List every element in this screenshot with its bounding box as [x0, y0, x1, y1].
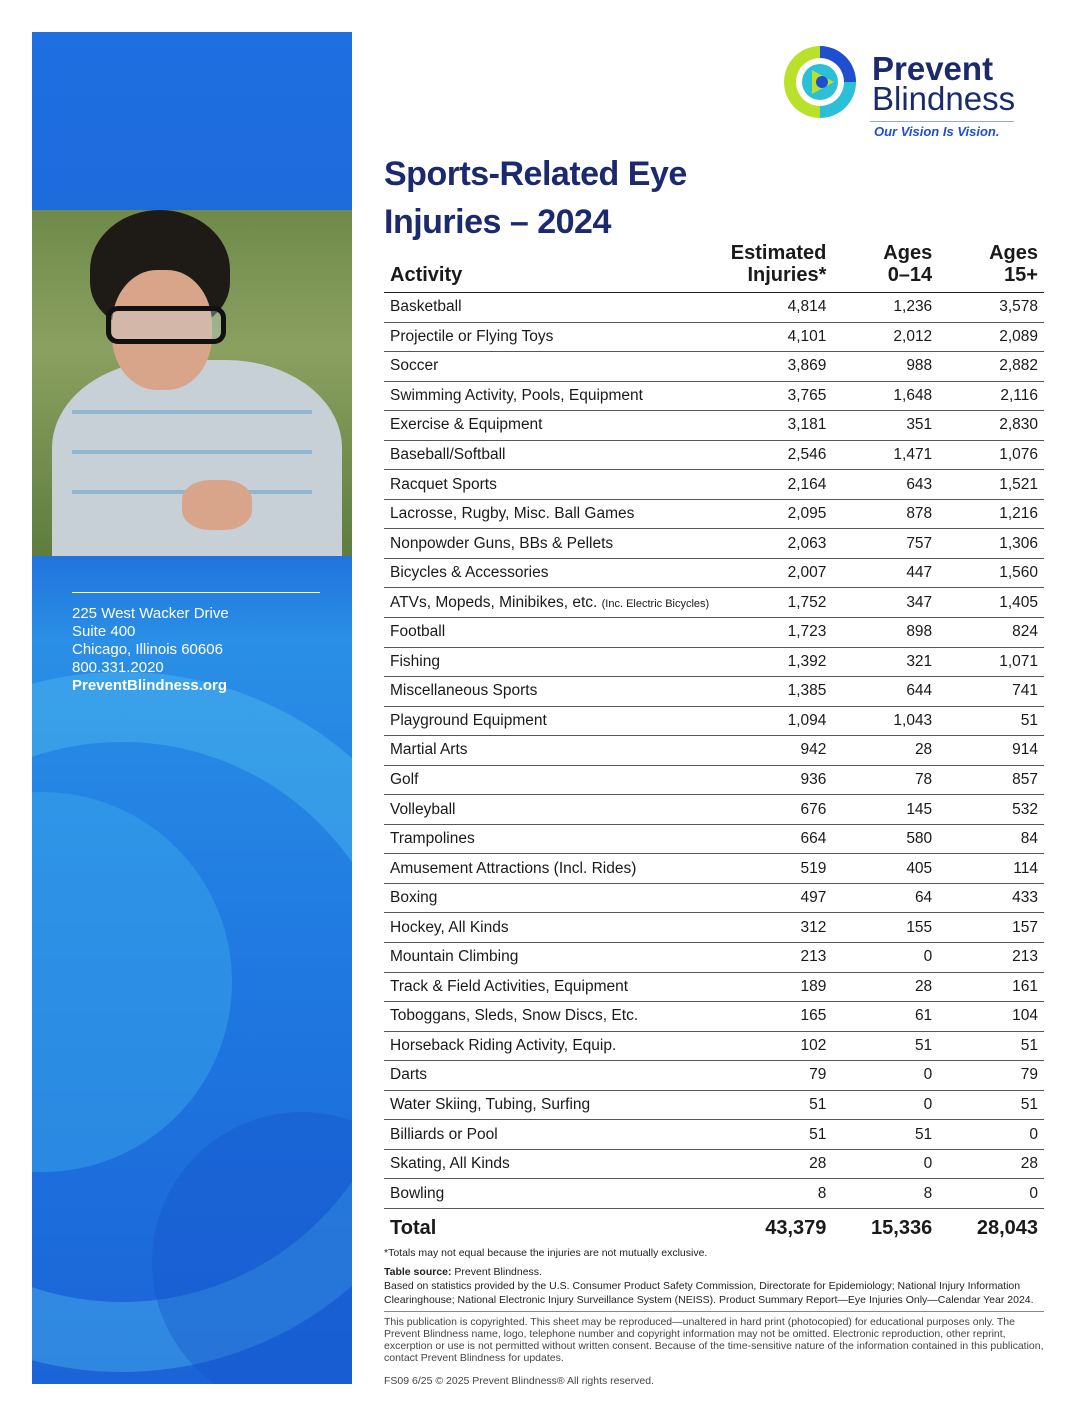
activity-note: (Inc. Electric Bicycles): [601, 597, 710, 610]
photo-shirt-stripe: [72, 450, 312, 454]
cell-activity: Baseball/Softball: [384, 440, 723, 470]
table-source-value: Prevent Blindness.: [454, 1266, 542, 1278]
header-estimated-line-2: Injuries*: [747, 264, 827, 286]
cell-ages-15-plus: 1,306: [938, 529, 1044, 559]
page-title: [384, 150, 744, 246]
cell-ages-0-14: 321: [832, 647, 938, 677]
cell-estimated-injuries: 4,101: [723, 322, 832, 352]
cell-estimated-injuries: 51: [723, 1090, 832, 1120]
cell-ages-0-14: 51: [832, 1031, 938, 1061]
cell-ages-0-14: 643: [832, 470, 938, 500]
cell-estimated-injuries: 1,723: [723, 618, 832, 648]
cell-ages-15-plus: 79: [938, 1061, 1044, 1091]
cell-ages-15-plus: 28: [938, 1149, 1044, 1179]
cell-activity: Soccer: [384, 352, 723, 382]
photo-arm: [182, 480, 252, 530]
table-row: [384, 765, 1044, 795]
total-ages-0-14: 15,336: [832, 1208, 938, 1249]
cell-ages-0-14: 1,043: [832, 706, 938, 736]
cell-estimated-injuries: 2,063: [723, 529, 832, 559]
cell-estimated-injuries: 102: [723, 1031, 832, 1061]
cell-ages-0-14: 898: [832, 618, 938, 648]
cell-ages-0-14: 0: [832, 1090, 938, 1120]
table-row: [384, 647, 1044, 677]
header-estimated-line-1: Estimated: [730, 242, 827, 264]
cell-estimated-injuries: 8: [723, 1179, 832, 1209]
table-row: [384, 972, 1044, 1002]
cell-activity: Boxing: [384, 883, 723, 913]
cell-estimated-injuries: 51: [723, 1120, 832, 1150]
logo-tagline: Our Vision Is Vision.: [874, 124, 1000, 139]
cell-estimated-injuries: 3,869: [723, 352, 832, 382]
cell-estimated-injuries: 3,181: [723, 411, 832, 441]
table-row: [384, 736, 1044, 766]
table-source-label: Table source:: [384, 1266, 452, 1278]
cell-activity: Horseback Riding Activity, Equip.: [384, 1031, 723, 1061]
cell-ages-15-plus: 157: [938, 913, 1044, 943]
cell-ages-15-plus: 2,089: [938, 322, 1044, 352]
cell-ages-15-plus: 1,560: [938, 558, 1044, 588]
table-row: [384, 529, 1044, 559]
table-row: [384, 1002, 1044, 1032]
cell-ages-15-plus: 0: [938, 1179, 1044, 1209]
table-row: [384, 411, 1044, 441]
cell-activity: Darts: [384, 1061, 723, 1091]
table-row: [384, 322, 1044, 352]
cell-estimated-injuries: 519: [723, 854, 832, 884]
address-line-2: Suite 400: [72, 623, 136, 640]
cell-ages-15-plus: 1,071: [938, 647, 1044, 677]
table-header-row: [384, 238, 1044, 293]
contact-block: [72, 592, 320, 695]
cell-activity: Toboggans, Sleds, Snow Discs, Etc.: [384, 1002, 723, 1032]
cell-activity: Playground Equipment: [384, 706, 723, 736]
total-estimated: 43,379: [723, 1208, 832, 1249]
table-row: [384, 470, 1044, 500]
logo-name-line-1: Prevent: [872, 50, 994, 87]
table-row: [384, 293, 1044, 323]
cell-ages-15-plus: 84: [938, 824, 1044, 854]
cell-estimated-injuries: 312: [723, 913, 832, 943]
cell-ages-15-plus: 2,116: [938, 381, 1044, 411]
page-title-line-1: Sports-Related Eye: [384, 155, 687, 193]
cell-ages-0-14: 580: [832, 824, 938, 854]
cell-ages-15-plus: 51: [938, 1031, 1044, 1061]
table-row: [384, 381, 1044, 411]
cell-ages-15-plus: 1,076: [938, 440, 1044, 470]
cell-ages-0-14: 0: [832, 1149, 938, 1179]
cell-activity: Hockey, All Kinds: [384, 913, 723, 943]
table-row: [384, 854, 1044, 884]
cell-activity: Water Skiing, Tubing, Surfing: [384, 1090, 723, 1120]
photo-shirt-stripe: [72, 410, 312, 414]
table-row: [384, 824, 1044, 854]
header-activity: Activity: [384, 238, 723, 293]
cell-activity: Basketball: [384, 293, 723, 323]
cell-ages-0-14: 1,471: [832, 440, 938, 470]
cell-ages-0-14: 51: [832, 1120, 938, 1150]
total-label: Total: [384, 1208, 723, 1249]
cell-ages-0-14: 347: [832, 588, 938, 618]
cell-ages-15-plus: 1,521: [938, 470, 1044, 500]
cell-ages-0-14: 351: [832, 411, 938, 441]
table-source: [384, 1265, 1044, 1279]
cell-estimated-injuries: 4,814: [723, 293, 832, 323]
table-row: [384, 352, 1044, 382]
header-ages-young-line-2: 0–14: [887, 264, 933, 286]
cell-ages-15-plus: 914: [938, 736, 1044, 766]
injuries-table: [384, 238, 1044, 1249]
cell-estimated-injuries: 1,752: [723, 588, 832, 618]
cell-ages-15-plus: 0: [938, 1120, 1044, 1150]
table-row: [384, 588, 1044, 618]
cell-estimated-injuries: 2,095: [723, 499, 832, 529]
cell-ages-0-14: 878: [832, 499, 938, 529]
cell-ages-15-plus: 824: [938, 618, 1044, 648]
cell-ages-0-14: 155: [832, 913, 938, 943]
cell-ages-15-plus: 2,830: [938, 411, 1044, 441]
cell-estimated-injuries: 2,007: [723, 558, 832, 588]
cell-ages-15-plus: 213: [938, 943, 1044, 973]
cell-estimated-injuries: 1,392: [723, 647, 832, 677]
header-ages-15-plus: [938, 238, 1044, 293]
cell-estimated-injuries: 28: [723, 1149, 832, 1179]
cell-activity: Fishing: [384, 647, 723, 677]
cell-activity: Football: [384, 618, 723, 648]
cell-ages-15-plus: 3,578: [938, 293, 1044, 323]
eye-logo-icon: [782, 44, 858, 120]
table-row: [384, 1120, 1044, 1150]
activity-label: ATVs, Mopeds, Minibikes, etc.: [390, 593, 598, 611]
header-estimated-injuries: [723, 238, 832, 293]
cell-ages-15-plus: 741: [938, 677, 1044, 707]
cell-activity: Swimming Activity, Pools, Equipment: [384, 381, 723, 411]
logo-divider: [870, 121, 1014, 122]
table-body: [384, 293, 1044, 1209]
table-row: [384, 795, 1044, 825]
cell-activity: Golf: [384, 765, 723, 795]
table-row: [384, 1061, 1044, 1091]
cell-ages-15-plus: 1,216: [938, 499, 1044, 529]
table-row: [384, 943, 1044, 973]
cell-ages-0-14: 644: [832, 677, 938, 707]
table-row: [384, 618, 1044, 648]
header-ages-0-14: [832, 238, 938, 293]
cell-activity: Lacrosse, Rugby, Misc. Ball Games: [384, 499, 723, 529]
cell-activity: Skating, All Kinds: [384, 1149, 723, 1179]
table-row: [384, 1149, 1044, 1179]
cell-estimated-injuries: 2,546: [723, 440, 832, 470]
cell-ages-0-14: 988: [832, 352, 938, 382]
cell-activity: Bowling: [384, 1179, 723, 1209]
cell-estimated-injuries: 189: [723, 972, 832, 1002]
cell-activity: Bicycles & Accessories: [384, 558, 723, 588]
cell-ages-0-14: 28: [832, 972, 938, 1002]
cell-ages-0-14: 405: [832, 854, 938, 884]
table-row: [384, 883, 1044, 913]
address-line-1: 225 West Wacker Drive: [72, 605, 229, 622]
cell-activity: [384, 588, 723, 618]
cell-activity: Amusement Attractions (Incl. Rides): [384, 854, 723, 884]
cell-ages-15-plus: 532: [938, 795, 1044, 825]
table-row: [384, 1031, 1044, 1061]
table-row: [384, 677, 1044, 707]
cell-ages-0-14: 8: [832, 1179, 938, 1209]
cell-estimated-injuries: 936: [723, 765, 832, 795]
cell-estimated-injuries: 1,385: [723, 677, 832, 707]
cell-estimated-injuries: 664: [723, 824, 832, 854]
page-title-line-2: Injuries – 2024: [384, 203, 611, 241]
website-link[interactable]: PreventBlindness.org: [72, 677, 228, 694]
cell-activity: Billiards or Pool: [384, 1120, 723, 1150]
cell-ages-15-plus: 51: [938, 706, 1044, 736]
cell-ages-0-14: 447: [832, 558, 938, 588]
cell-ages-0-14: 78: [832, 765, 938, 795]
cell-ages-15-plus: 161: [938, 972, 1044, 1002]
table-row: [384, 706, 1044, 736]
address-city: Chicago, Illinois 60606: [72, 641, 223, 658]
cell-activity: Racquet Sports: [384, 470, 723, 500]
cell-estimated-injuries: 676: [723, 795, 832, 825]
cell-activity: Miscellaneous Sports: [384, 677, 723, 707]
cell-ages-0-14: 1,236: [832, 293, 938, 323]
cell-estimated-injuries: 213: [723, 943, 832, 973]
cell-ages-0-14: 757: [832, 529, 938, 559]
footer-divider: [384, 1311, 1044, 1312]
prevent-blindness-logo: [782, 44, 1022, 140]
header-ages-old-line-1: Ages: [989, 242, 1038, 264]
cell-estimated-injuries: 3,765: [723, 381, 832, 411]
contact-divider: [72, 592, 320, 593]
cell-ages-15-plus: 433: [938, 883, 1044, 913]
cell-ages-0-14: 28: [832, 736, 938, 766]
table-row: [384, 440, 1044, 470]
table-row: [384, 499, 1044, 529]
cell-ages-0-14: 2,012: [832, 322, 938, 352]
cell-estimated-injuries: 1,094: [723, 706, 832, 736]
statistics-note: Based on statistics provided by the U.S. Consumer Product Safety Commission, Directorate for Epidemiology; National Injury Information Clearinghouse; National Electronic Injury Surveillance System (NEISS). Product Summary Report—Eye Injuries Only—Calendar Year 2024.: [384, 1280, 1034, 1306]
table-row: [384, 913, 1044, 943]
cell-ages-15-plus: 104: [938, 1002, 1044, 1032]
cell-ages-15-plus: 1,405: [938, 588, 1044, 618]
cell-estimated-injuries: 79: [723, 1061, 832, 1091]
cell-activity: Exercise & Equipment: [384, 411, 723, 441]
copyright-notice: This publication is copyrighted. This sheet may be reproduced—unaltered in hard print (photocopied) for educational purposes only. The Prevent Blindness name, logo, telephone number and copyright information may not be omitted. Electronic reproduction, other reprint, excerption or use is not permitted without written consent. Because of the time-sensitive nature of the information contained in this publication, contact Prevent Blindness for updates.: [384, 1316, 1044, 1364]
form-id-copyright: FS09 6/25 © 2025 Prevent Blindness® All rights reserved.: [384, 1375, 654, 1387]
table-total-row: [384, 1208, 1044, 1249]
sidebar-panel: [32, 32, 352, 1384]
cell-ages-0-14: 0: [832, 1061, 938, 1091]
protective-goggles: [106, 306, 226, 344]
table-row: [384, 1090, 1044, 1120]
total-ages-15-plus: 28,043: [938, 1208, 1044, 1249]
cell-estimated-injuries: 942: [723, 736, 832, 766]
totals-footnote: *Totals may not equal because the injuries are not mutually exclusive.: [384, 1247, 708, 1259]
cell-ages-15-plus: 51: [938, 1090, 1044, 1120]
cell-activity: Trampolines: [384, 824, 723, 854]
cell-activity: Nonpowder Guns, BBs & Pellets: [384, 529, 723, 559]
logo-name-line-2: Blindness: [872, 80, 1016, 117]
cell-ages-15-plus: 857: [938, 765, 1044, 795]
cell-estimated-injuries: 497: [723, 883, 832, 913]
cell-activity: Track & Field Activities, Equipment: [384, 972, 723, 1002]
cell-ages-0-14: 64: [832, 883, 938, 913]
cell-activity: Mountain Climbing: [384, 943, 723, 973]
table-row: [384, 558, 1044, 588]
cell-estimated-injuries: 165: [723, 1002, 832, 1032]
phone-number: 800.331.2020: [72, 659, 164, 676]
cell-ages-15-plus: 2,882: [938, 352, 1044, 382]
child-athlete-photo: [32, 210, 352, 556]
cell-activity: Volleyball: [384, 795, 723, 825]
cell-estimated-injuries: 2,164: [723, 470, 832, 500]
cell-ages-0-14: 61: [832, 1002, 938, 1032]
cell-ages-0-14: 145: [832, 795, 938, 825]
cell-activity: Projectile or Flying Toys: [384, 322, 723, 352]
cell-ages-0-14: 0: [832, 943, 938, 973]
table-row: [384, 1179, 1044, 1209]
header-ages-young-line-1: Ages: [883, 242, 933, 264]
header-ages-old-line-2: 15+: [1004, 264, 1038, 286]
cell-activity: Martial Arts: [384, 736, 723, 766]
cell-ages-0-14: 1,648: [832, 381, 938, 411]
cell-ages-15-plus: 114: [938, 854, 1044, 884]
